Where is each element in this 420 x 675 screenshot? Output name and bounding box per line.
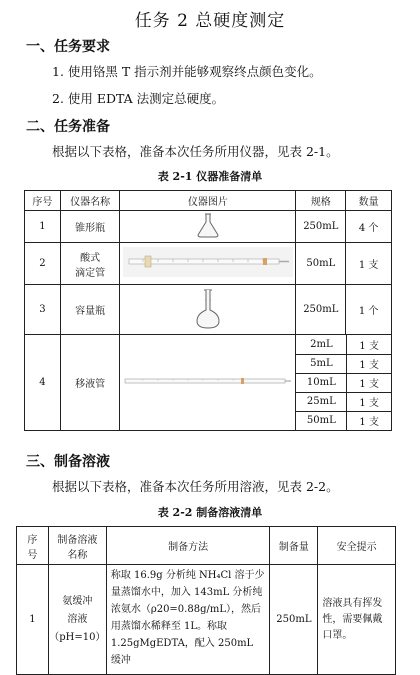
instrument-image-cell [120, 335, 296, 431]
header-cell: 数量 [346, 191, 392, 211]
row-number: 4 [25, 335, 61, 431]
quantity-cell: 1 个 [346, 285, 392, 335]
solution-name-line: 溶液 [67, 613, 88, 625]
quantity-cell: 1 支 [347, 335, 391, 354]
preparation-amount: 250mL [270, 565, 318, 675]
header-line: 号 [27, 549, 38, 561]
quantity-cell: 1 支 [347, 411, 391, 430]
header-cell: 制备量 [270, 527, 318, 565]
volumetric-flask-image [193, 286, 223, 330]
table-row [25, 211, 392, 243]
instrument-name: 锥形瓶 [60, 211, 120, 243]
safety-note: 溶液具有挥发性，需要佩戴口罩。 [318, 565, 396, 675]
instrument-name [60, 243, 120, 285]
header-line: 序 [27, 534, 38, 546]
pipette-spec-row [296, 392, 391, 411]
header-cell [48, 527, 106, 565]
instrument-image-cell [120, 211, 296, 243]
section-intro: 根据以下表格，准备本次任务所用仪器，见表 2-1。 [52, 144, 339, 159]
table-row [25, 285, 392, 335]
instrument-name-line: 滴定管 [75, 267, 106, 279]
header-line: 名称 [67, 549, 88, 561]
table-header-row [17, 527, 396, 565]
header-line: 制备溶液 [57, 534, 98, 546]
table-header-row [25, 191, 392, 211]
table-row [17, 565, 396, 675]
header-cell: 制备方法 [106, 527, 270, 565]
burette-image [123, 247, 293, 277]
pipette-spec-group [296, 335, 392, 431]
header-cell: 序号 [25, 191, 61, 211]
section-intro: 根据以下表格，准备本次任务所用溶液，见表 2-2。 [52, 479, 339, 494]
quantity-cell: 1 支 [347, 373, 391, 392]
solution-name-line: （pH=10） [49, 631, 106, 643]
spec-cell: 50mL [296, 243, 346, 285]
header-cell: 安全提示 [318, 527, 396, 565]
conical-flask-image [193, 212, 223, 238]
quantity-cell: 1 支 [347, 392, 391, 411]
row-number: 2 [25, 243, 61, 285]
row-number: 1 [25, 211, 61, 243]
table-caption: 表 2-1 仪器准备清单 [157, 170, 263, 183]
instrument-name: 容量瓶 [60, 285, 120, 335]
spec-cell: 250mL [296, 285, 346, 335]
table-row [25, 335, 392, 431]
spec-cell: 250mL [296, 211, 346, 243]
solution-table [16, 526, 396, 675]
instrument-image-cell [120, 285, 296, 335]
instrument-name: 移液管 [60, 335, 120, 431]
requirement-item-2: 2. 使用 EDTA 法测定总硬度。 [52, 91, 225, 106]
row-number: 3 [25, 285, 61, 335]
pipette-spec-row [296, 373, 391, 392]
solution-name-line: 氨缓冲 [62, 595, 93, 607]
row-number: 1 [17, 565, 49, 675]
pipette-image [123, 374, 293, 388]
pipette-spec-table [296, 335, 391, 430]
pipette-spec-row [296, 335, 391, 354]
spec-cell: 5mL [296, 354, 347, 373]
header-cell: 规格 [296, 191, 346, 211]
header-cell: 仪器名称 [60, 191, 120, 211]
preparation-method: 称取 16.9g 分析纯 NH₄Cl 溶于少量蒸馏水中，加入 143mL 分析纯浓氨水（ρ20=0.88g/mL），然后用蒸馏水稀释至 1L。称取 1.25gMgEDTA，配入 250mL 缓冲 [106, 565, 270, 675]
quantity-cell: 1 支 [347, 354, 391, 373]
page-title: 任务 2 总硬度测定 [134, 11, 286, 31]
pipette-spec-row [296, 411, 391, 430]
spec-cell: 50mL [296, 411, 347, 430]
quantity-cell: 4 个 [346, 211, 392, 243]
spec-cell: 2mL [296, 335, 347, 354]
quantity-cell: 1 支 [346, 243, 392, 285]
pipette-spec-row [296, 354, 391, 373]
requirement-item-1: 1. 使用铬黑 T 指示剂并能够观察终点颜色变化。 [52, 64, 322, 79]
section-heading-solutions: 三、制备溶液 [26, 454, 110, 470]
section-heading-requirements: 一、任务要求 [26, 39, 110, 55]
header-cell [17, 527, 49, 565]
instrument-name-line: 酸式 [80, 252, 101, 264]
spec-cell: 10mL [296, 373, 347, 392]
instrument-table [24, 190, 392, 431]
table-row [25, 243, 392, 285]
header-cell: 仪器图片 [120, 191, 296, 211]
table-caption: 表 2-2 制备溶液清单 [157, 506, 263, 519]
instrument-image-cell [120, 243, 296, 285]
spec-cell: 25mL [296, 392, 347, 411]
solution-name [48, 565, 106, 675]
section-heading-preparation: 二、任务准备 [26, 119, 110, 135]
